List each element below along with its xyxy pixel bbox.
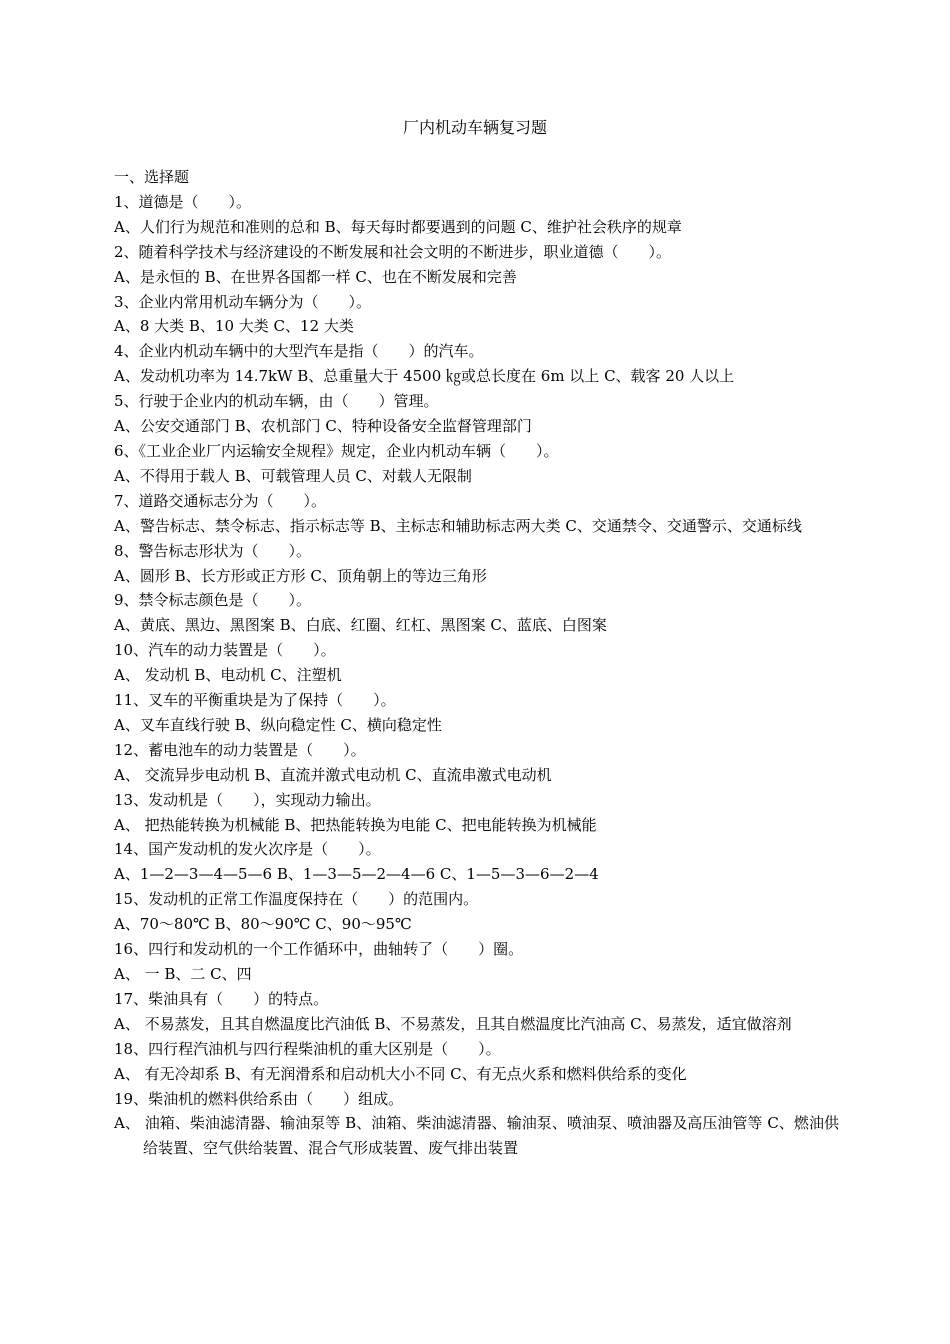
question-19: 19、柴油机的燃料供给系由（ ）组成。: [114, 1089, 404, 1108]
question-12: 12、蓄电池车的动力装置是（ ）。: [114, 740, 366, 759]
question-4: 4、企业内机动车辆中的大型汽车是指（ ）的汽车。: [114, 342, 484, 361]
options-10: A、 发动机 B、电动机 C、注塑机: [114, 666, 342, 685]
options-15: A、70～80℃ B、80～90℃ C、90～95℃: [114, 915, 412, 934]
document-title: 厂内机动车辆复习题: [402, 118, 547, 137]
question-16: 16、四行和发动机的一个工作循环中，曲轴转了（ ）圈。: [114, 940, 524, 959]
options-13: A、 把热能转换为机械能 B、把热能转换为电能 C、把电能转换为机械能: [114, 815, 597, 834]
question-11: 11、叉车的平衡重块是为了保持（ ）。: [114, 691, 396, 710]
question-14: 14、国产发动机的发火次序是（ ）。: [114, 840, 381, 859]
options-4: A、发动机功率为 14.7kW B、总重量大于 4500 ㎏或总长度在 6m 以上 C、载客 20 人以上: [114, 367, 735, 386]
question-9: 9、禁令标志颜色是（ ）。: [114, 591, 312, 610]
options-8: A、圆形 B、长方形或正方形 C、顶角朝上的等边三角形: [114, 566, 487, 585]
question-1: 1、道德是（ ）。: [114, 192, 252, 211]
options-1: A、人们行为规范和准则的总和 B、每天每时都要遇到的问题 C、维护社会秩序的规章: [114, 217, 682, 236]
options-2: A、是永恒的 B、在世界各国都一样 C、也在不断发展和完善: [114, 267, 517, 286]
question-5: 5、行驶于企业内的机动车辆，由（ ）管理。: [114, 392, 439, 411]
question-10: 10、汽车的动力装置是（ ）。: [114, 641, 336, 660]
question-7: 7、道路交通标志分为（ ）。: [114, 491, 327, 510]
question-2: 2、随着科学技术与经济建设的不断发展和社会文明的不断进步，职业道德（ ）。: [114, 242, 672, 261]
options-9: A、黄底、黑边、黑图案 B、白底、红圈、红杠、黑图案 C、蓝底、白图案: [114, 616, 607, 635]
options-12: A、 交流异步电动机 B、直流并激式电动机 C、直流串激式电动机: [114, 765, 552, 784]
options-18: A、 有无冷却系 B、有无润滑系和启动机大小不同 C、有无点火系和燃料供给系的变化: [114, 1064, 687, 1083]
question-6: 6、《工业企业厂内运输安全规程》规定，企业内机动车辆（ ）。: [114, 441, 559, 460]
options-11: A、叉车直线行驶 B、纵向稳定性 C、横向稳定性: [114, 715, 442, 734]
options-14: A、1—2—3—4—5—6 B、1—3—5—2—4—6 C、1—5—3—6—2—4: [114, 865, 599, 884]
question-8: 8、警告标志形状为（ ）。: [114, 541, 312, 560]
options-3: A、8 大类 B、10 大类 C、12 大类: [114, 317, 354, 336]
options-7: A、警告标志、禁令标志、指示标志等 B、主标志和辅助标志两大类 C、交通禁令、交通警示、交通标线: [114, 516, 802, 535]
question-3: 3、企业内常用机动车辆分为（ ）。: [114, 292, 372, 311]
question-17: 17、柴油具有（ ）的特点。: [114, 989, 329, 1008]
document-body: [114, 165, 839, 1161]
options-6: A、不得用于载人 B、可载管理人员 C、对载人无限制: [114, 466, 472, 485]
options-17: A、 不易蒸发，且其自燃温度比汽油低 B、不易蒸发，且其自燃温度比汽油高 C、易蒸发，适宜做溶剂: [114, 1014, 792, 1033]
section-heading: 一、选择题: [114, 168, 190, 186]
options-16: A、 一 B、二 C、四: [114, 965, 252, 983]
question-13: 13、发动机是（ ），实现动力输出。: [114, 790, 381, 809]
question-18: 18、四行程汽油机与四行程柴油机的重大区别是（ ）。: [114, 1039, 501, 1058]
question-15: 15、发动机的正常工作温度保持在（ ）的范围内。: [114, 890, 479, 909]
options-19: A、 油箱、柴油滤清器、输油泵等 B、油箱、柴油滤清器、输油泵、喷油泵、喷油器及高压油管等 C、燃油供给装置、空气供给装置、混合气形成装置、废气排出装置: [114, 1114, 839, 1158]
options-5: A、公安交通部门 B、农机部门 C、特种设备安全监督管理部门: [114, 417, 532, 436]
